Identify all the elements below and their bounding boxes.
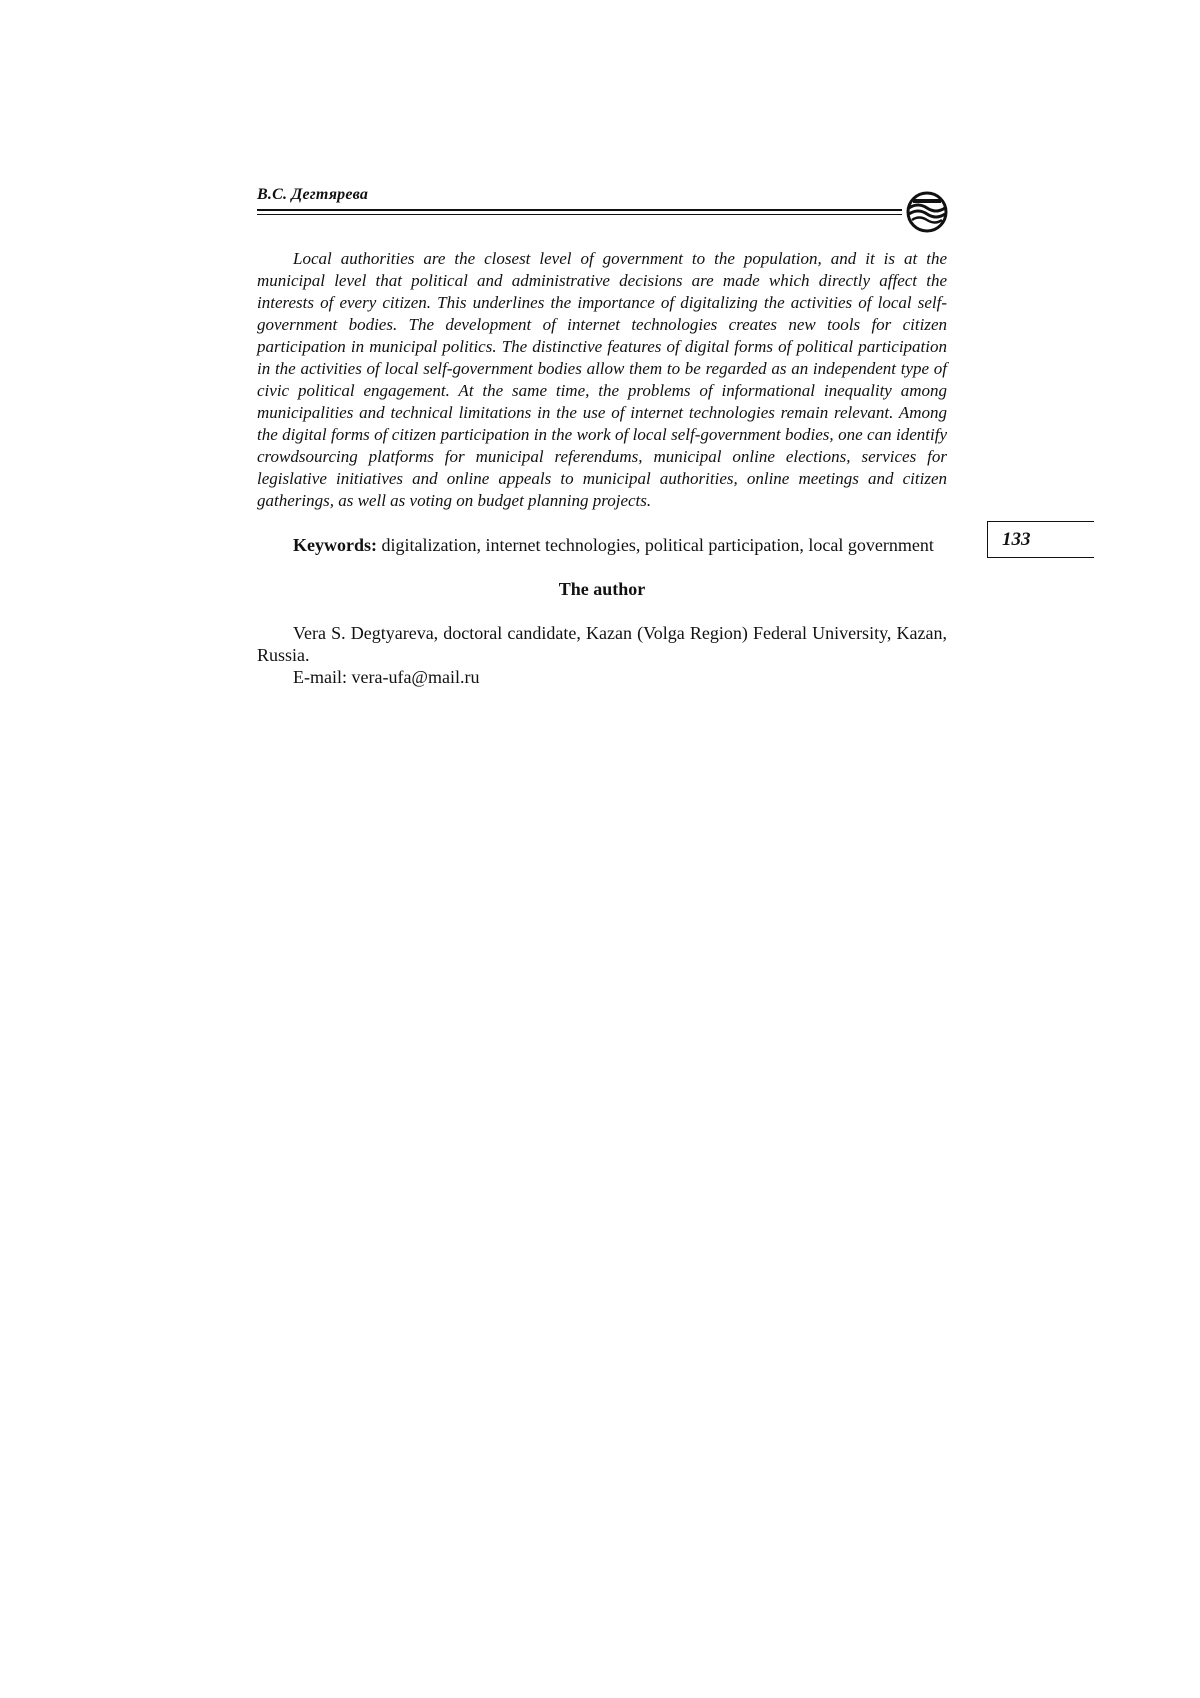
journal-wave-logo-icon (905, 190, 949, 234)
header-rule (257, 209, 902, 211)
keywords-paragraph (257, 534, 947, 556)
abstract-paragraph: Local authorities are the closest level of government to the population, and it is at the municipal level that political and administrative decisions are made which directly affect the interests of every citizen. This underlines the importance of digitalizing the activities of local self-government bodies. The development of internet technologies creates new tools for citizen participation in municipal politics. The distinctive features of digital forms of political participation in the activities of local self-government bodies allow them to be regarded as an independent type of civic political engagement. At the same time, the problems of informational inequality among municipalities and technical limitations in the use of internet technologies remain relevant. Among the digital forms of citizen participation in the work of local self-government bodies, one can identify crowdsourcing platforms for municipal referendums, municipal online elections, services for legislative initiatives and online appeals to municipal authorities, online meetings and citizen gatherings, as well as voting on budget planning projects. (257, 249, 947, 510)
main-text-column (257, 248, 947, 688)
page-number: 133 (1002, 529, 1031, 550)
page-number-box (987, 521, 1094, 558)
author-info: Vera S. Degtyareva, doctoral candidate, Kazan (Volga Region) Federal University, Kazan, Russia. (257, 623, 947, 665)
header-rule-thin (257, 214, 902, 215)
keywords-text: digitalization, internet technologies, political participation, local government (381, 535, 934, 555)
keywords-label: Keywords: (293, 535, 377, 555)
header-author: В.С. Дегтярева (257, 186, 369, 203)
author-email: E-mail: vera-ufa@mail.ru (293, 667, 480, 687)
author-heading: The author (558, 579, 646, 599)
running-header (257, 186, 947, 230)
